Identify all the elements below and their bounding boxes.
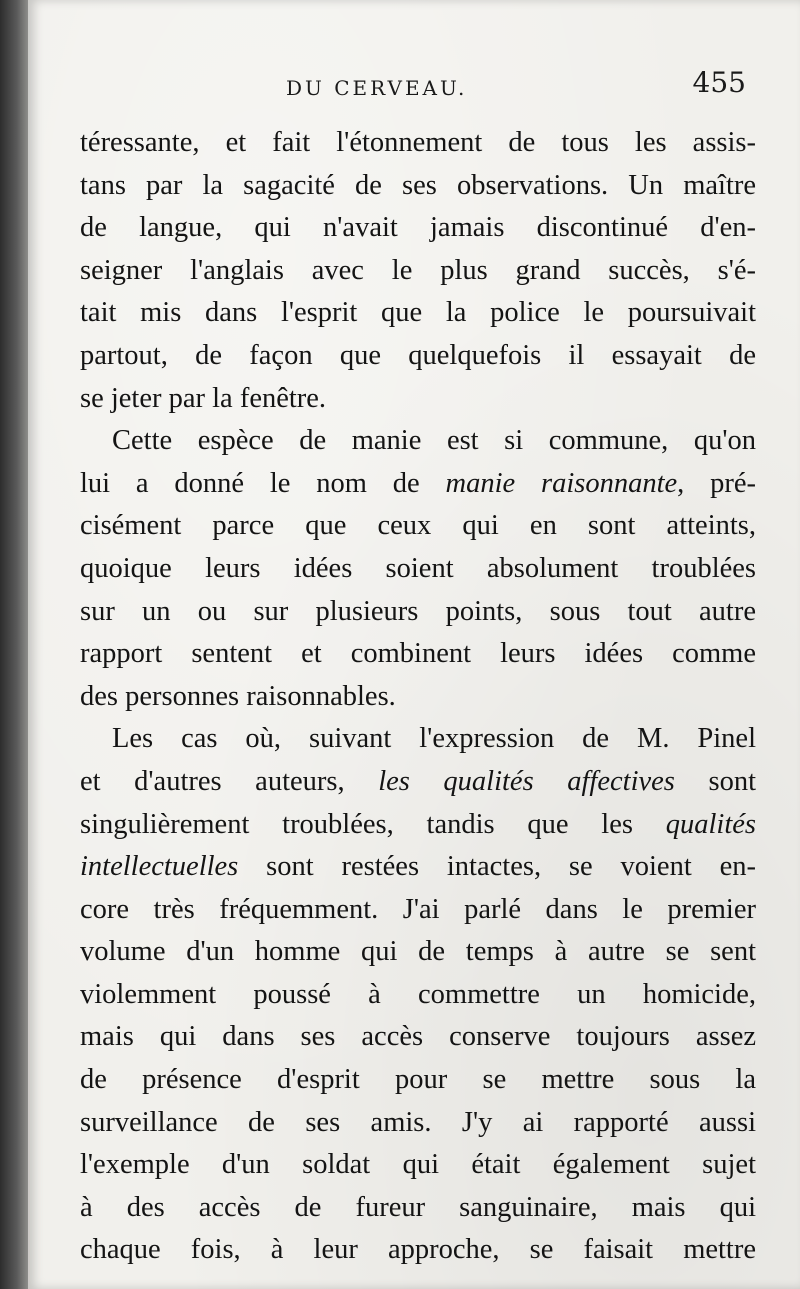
text-line: [80, 676, 756, 719]
paragraph-3: [80, 718, 756, 1272]
italic-term: les qualités affectives: [378, 765, 675, 797]
text-segment: singulièrement troublées, tandis que les: [80, 808, 666, 840]
text-segment: Les cas où, suivant l'expression de M. Pinel: [112, 723, 756, 755]
binding-edge: [0, 0, 28, 1289]
text-segment: violemment poussé à commettre un homicide,: [80, 978, 756, 1010]
text-line: [80, 931, 756, 974]
text-segment: mais qui dans ses accès conserve toujours assez: [80, 1021, 756, 1053]
text-segment: surveillance de ses amis. J'y ai rapporté aussi: [80, 1106, 756, 1138]
text-line: [80, 718, 756, 761]
text-segment: chaque fois, à leur approche, se faisait mettre: [80, 1234, 756, 1266]
text-segment: et d'autres auteurs,: [80, 765, 379, 797]
text-line: [80, 804, 756, 847]
text-segment: sont restées intactes, se voient en-: [238, 851, 756, 883]
text-line: [80, 974, 756, 1017]
text-line: [80, 505, 756, 548]
text-segment: cisément parce que ceux qui en sont atteints,: [80, 510, 756, 542]
italic-term: intellectuelles: [80, 851, 239, 883]
page-number: 455: [692, 66, 746, 99]
text-line: tans par la sagacité de ses observations. Un maître: [80, 169, 756, 201]
text-segment: lui a donné le nom de: [80, 467, 446, 499]
text-line: [80, 1229, 756, 1272]
text-line: [80, 1144, 756, 1187]
body-text: [80, 122, 756, 1272]
text-segment: sont: [674, 765, 756, 797]
text-segment: sur un ou sur plusieurs points, sous tout autre: [80, 595, 756, 627]
text-segment: l'exemple d'un soldat qui était également sujet: [80, 1149, 756, 1181]
text-segment: core très fréquemment. J'ai parlé dans le premier: [80, 893, 756, 925]
text-segment: rapport sentent et combinent leurs idées comme: [80, 638, 756, 670]
text-segment: quoique leurs idées soient absolument troublées: [80, 552, 756, 584]
text-line: [80, 591, 756, 634]
text-line: [80, 1059, 756, 1102]
text-segment: de présence d'esprit pour se mettre sous la: [80, 1064, 756, 1096]
text-line: [80, 1187, 756, 1230]
text-line: tait mis dans l'esprit que la police le poursuivait: [80, 297, 756, 329]
text-segment: , pré-: [677, 467, 756, 499]
text-line: [80, 463, 756, 506]
page-header: [28, 66, 800, 106]
text-line: [80, 633, 756, 676]
text-line: [80, 761, 756, 804]
text-line: [80, 846, 756, 889]
book-page: [28, 0, 800, 1289]
text-line: [80, 1016, 756, 1059]
paragraph-1: [80, 122, 756, 420]
text-line: de langue, qui n'avait jamais discontinué d'en-: [80, 212, 756, 244]
text-segment: à des accès de fureur sanguinaire, mais qui: [80, 1191, 756, 1223]
italic-term: manie raisonnante: [445, 467, 678, 499]
text-line: [80, 548, 756, 591]
text-line: [80, 420, 756, 463]
text-line: [80, 1102, 756, 1145]
text-line: se jeter par la fenêtre.: [80, 382, 327, 414]
text-line: téressante, et fait l'étonnement de tous les assis-: [80, 127, 756, 158]
paragraph-2: [80, 420, 756, 718]
italic-term: qualités: [665, 808, 756, 840]
text-segment: Cette espèce de manie est si commune, qu'on: [112, 425, 756, 457]
text-line: partout, de façon que quelquefois il essayait de: [80, 339, 756, 371]
running-head: DU CERVEAU.: [286, 76, 468, 100]
text-segment: des personnes raisonnables.: [80, 680, 396, 712]
text-line: [80, 889, 756, 932]
text-line: seigner l'anglais avec le plus grand succès, s'é-: [80, 254, 756, 286]
text-segment: volume d'un homme qui de temps à autre se sent: [80, 936, 756, 968]
